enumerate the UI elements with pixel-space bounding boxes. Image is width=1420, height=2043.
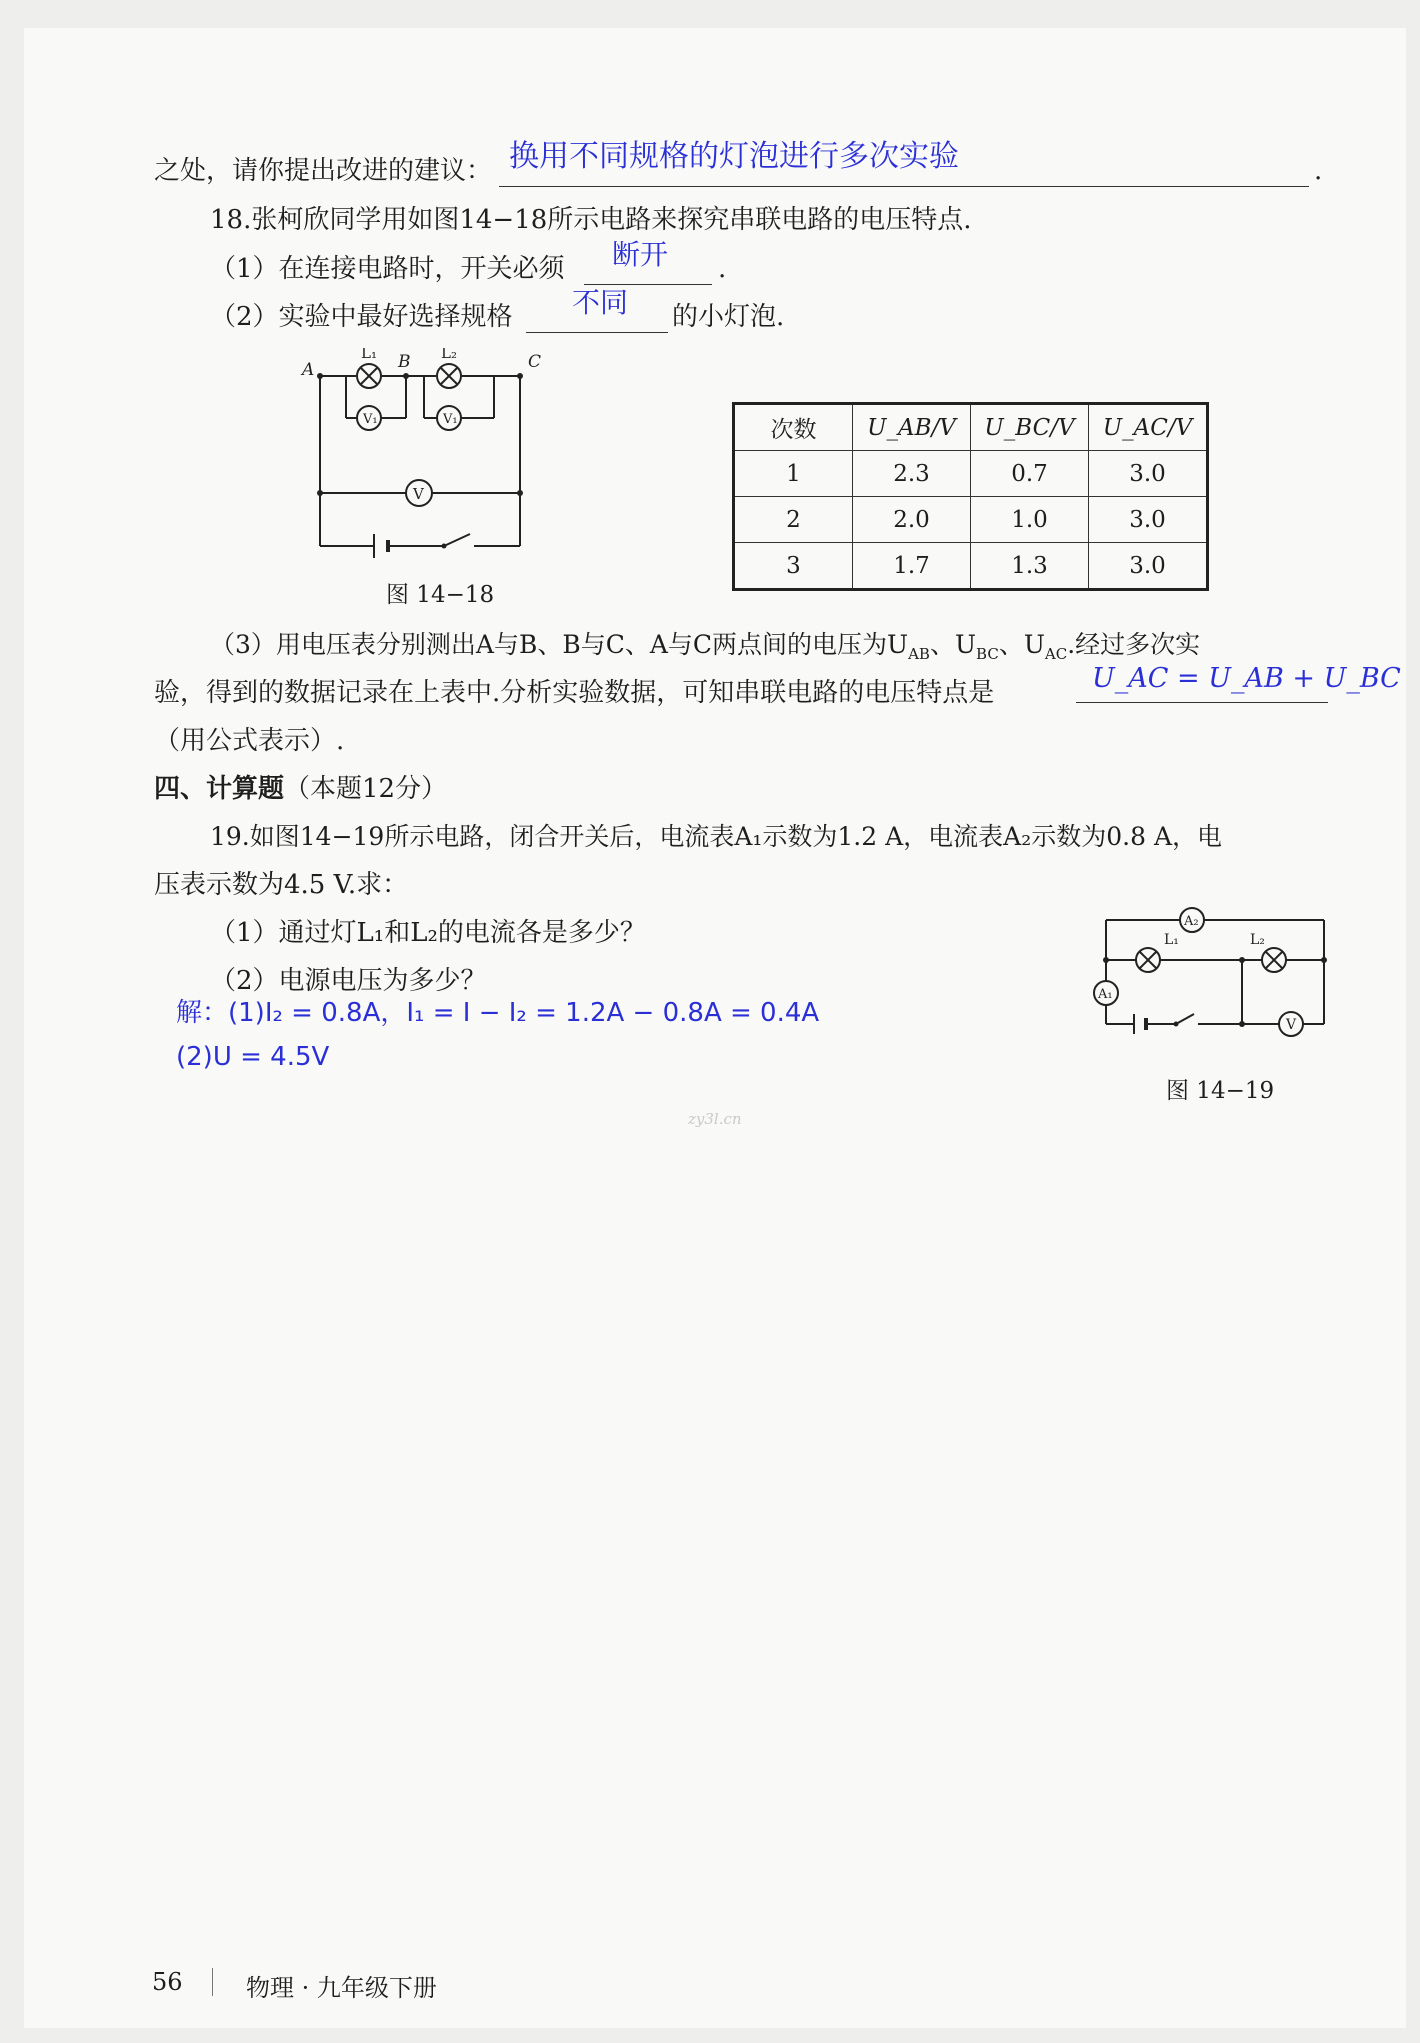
q18-p1-blank: [584, 284, 712, 285]
node: [1239, 957, 1245, 963]
table-header-row: [734, 404, 1208, 451]
q18-p3-line1: （3）用电压表分别测出A与B、B与C、A与C两点间的电压为$U_{AB}$、$U_{BC}$、$U_{AC}$.经过多次实: [210, 630, 1201, 663]
q17-answer-blank: [499, 186, 1309, 187]
v1a-label: V₁: [363, 412, 378, 427]
figure-14-18-caption: 图 14−18: [386, 582, 495, 608]
table-header-cell: U_AC/V: [1089, 404, 1208, 451]
watermark: zy3l.cn: [688, 1110, 742, 1128]
q18-stem: 18.张柯欣同学用如图14−18所示电路来探究串联电路的电压特点.: [210, 205, 972, 235]
table-cell: 3.0: [1089, 543, 1208, 590]
q18-p2-blank: [526, 332, 668, 333]
q18-p1: （1）在连接电路时，开关必须: [210, 254, 565, 284]
q17-tail-line: 之处，请你提出改进的建议：: [154, 156, 493, 186]
table-cell: 1.7: [853, 543, 971, 590]
table-header-cell: U_AB/V: [853, 404, 971, 451]
lamp-l2-icon: [1262, 948, 1286, 972]
node-a: [317, 373, 323, 379]
q18-p2: （2）实验中最好选择规格: [210, 302, 513, 332]
q18-p3-line3: （用公式表示）.: [154, 726, 345, 756]
q18-p1-answer: 断开: [612, 238, 669, 271]
footer-divider: [212, 1968, 213, 1996]
figure-14-19-caption: 图 14−19: [1166, 1078, 1275, 1104]
label-c: C: [528, 352, 542, 372]
label-l2: L₂: [441, 348, 457, 362]
book-title: 物理 · 九年级下册: [246, 1974, 437, 2002]
a1-label: A₁: [1098, 987, 1113, 1002]
q19-p2: （2）电源电压为多少？: [210, 966, 487, 996]
table-row: [734, 543, 1208, 590]
node-right: [517, 490, 523, 496]
switch-pivot: [442, 544, 447, 549]
node-b: [403, 373, 409, 379]
a2-label: A₂: [1184, 914, 1199, 929]
node: [1239, 1021, 1245, 1027]
q18-p3-answer: U_AC = U_AB + U_BC: [1092, 663, 1401, 694]
q18-p3-blank: [1076, 702, 1328, 703]
table-row: [734, 451, 1208, 497]
q17-answer: 换用不同规格的灯泡进行多次实验: [509, 139, 959, 174]
table-cell: 3.0: [1089, 451, 1208, 497]
node-left: [317, 490, 323, 496]
circuit-diagram-14-19: [1084, 898, 1344, 1058]
v-label: V: [1286, 1017, 1297, 1033]
table-cell: 1.0: [971, 497, 1089, 543]
v1b-label: V₁: [443, 412, 458, 427]
label-l1: L₁: [361, 348, 377, 362]
table-cell: 3: [734, 543, 853, 590]
table-cell: 2: [734, 497, 853, 543]
label-b: B: [398, 352, 411, 372]
voltage-data-table: [732, 402, 1209, 591]
table-header-cell: 次数: [734, 404, 853, 451]
table-cell: 2.0: [853, 497, 971, 543]
label-a: A: [302, 360, 315, 380]
q19-solution-1: 解：(1)I₂ = 0.8A，I₁ = I − I₂ = 1.2A − 0.8A = 0.4A: [176, 998, 820, 1028]
table-cell: 1: [734, 451, 853, 497]
node: [1103, 957, 1109, 963]
textbook-page: [24, 28, 1406, 2028]
node-c: [517, 373, 523, 379]
table-cell: 3.0: [1089, 497, 1208, 543]
v-label: V: [413, 485, 424, 503]
table-cell: 1.3: [971, 543, 1089, 590]
label-l2: L₂: [1250, 932, 1265, 948]
q19-line2: 压表示数为4.5 V.求：: [154, 870, 409, 900]
q19-line1: 19.如图14−19所示电路，闭合开关后，电流表A₁示数为1.2 A，电流表A₂示数为0.8 A，电: [210, 822, 1223, 851]
q19-solution-2: (2)U = 4.5V: [176, 1042, 330, 1072]
page-number: 56: [152, 1968, 183, 1996]
q18-p1-end: .: [718, 254, 727, 284]
q18-p3-line2: 验，得到的数据记录在上表中.分析实验数据，可知串联电路的电压特点是: [154, 678, 995, 708]
lamp-l2-icon: [437, 364, 461, 388]
section4-heading: 四、计算题（本题12分）: [154, 774, 448, 804]
q17-end: .: [1314, 156, 1323, 186]
q18-p2-answer: 不同: [572, 286, 629, 319]
table-cell: 2.3: [853, 451, 971, 497]
switch-pivot: [1174, 1022, 1179, 1027]
node: [1321, 957, 1327, 963]
table-cell: 0.7: [971, 451, 1089, 497]
q19-p1: （1）通过灯L₁和L₂的电流各是多少？: [210, 918, 646, 948]
table-header-cell: U_BC/V: [971, 404, 1089, 451]
label-l1: L₁: [1164, 932, 1179, 948]
lamp-l1-icon: [357, 364, 381, 388]
lamp-l1-icon: [1136, 948, 1160, 972]
q18-p2-suffix: 的小灯泡.: [672, 302, 785, 332]
table-row: [734, 497, 1208, 543]
circuit-diagram-14-18: [294, 348, 594, 558]
